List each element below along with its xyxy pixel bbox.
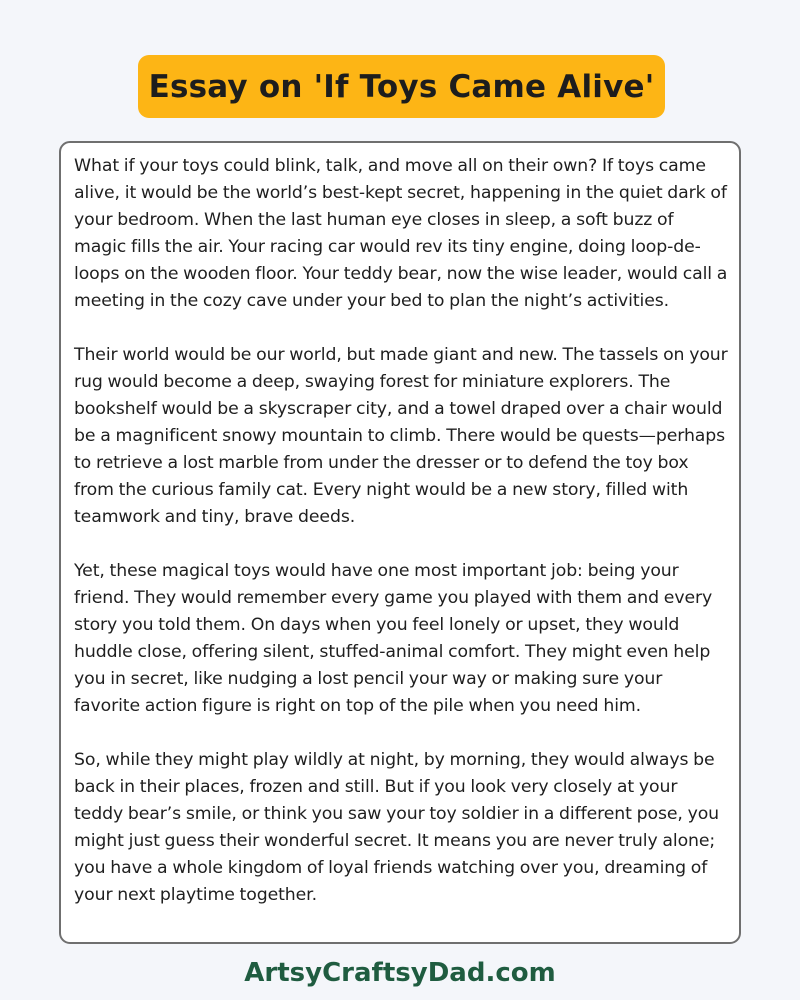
title-banner: [138, 55, 665, 118]
essay-body-card: [59, 141, 741, 944]
essay-paragraph-3: Yet, these magical toys would have one most important job: being your friend. They would remember every game you played with them and every story you told them. On days when you feel lonely or upset, they would huddle close, offering silent, stuffed-animal comfort. They might even help you in secret, like nudging a lost pencil your way or making sure your favorite action figure is right on top of the pile when you need him.: [74, 561, 713, 716]
essay-paragraph-1: What if your toys could blink, talk, and move all on their own? If toys came alive, it would be the world’s best-kept secret, happening in the quiet dark of your bedroom. When the last human eye closes in sleep, a soft buzz of magic fills the air. Your racing car would rev its tiny engine, doing loop-de-loops on the wooden floor. Your teddy bear, now the wise leader, would call a meeting in the cozy cave under your bed to plan the night’s activities.: [74, 156, 728, 311]
essay-paragraph-4: So, while they might play wildly at night, by morning, they would always be back in their places, frozen and still. But if you look very closely at your teddy bear’s smile, or think you saw your toy soldier in a different pose, you might just guess their wonderful secret. It means you are never truly alone; you have a whole kingdom of loyal friends watching over you, dreaming of your next playtime together.: [74, 750, 720, 905]
essay-paragraph-2: Their world would be our world, but made giant and new. The tassels on your rug would become a deep, swaying forest for miniature explorers. The bookshelf would be a skyscraper city, and a towel draped over a chair would be a magnificent snowy mountain to climb. There would be quests—perhaps to retrieve a lost marble from under the dresser or to defend the toy box from the curious family cat. Every night would be a new story, filled with teamwork and tiny, brave deeds.: [74, 345, 728, 527]
essay-title: Essay on 'If Toys Came Alive': [148, 68, 655, 105]
site-credit: ArtsyCraftsyDad.com: [244, 958, 556, 988]
